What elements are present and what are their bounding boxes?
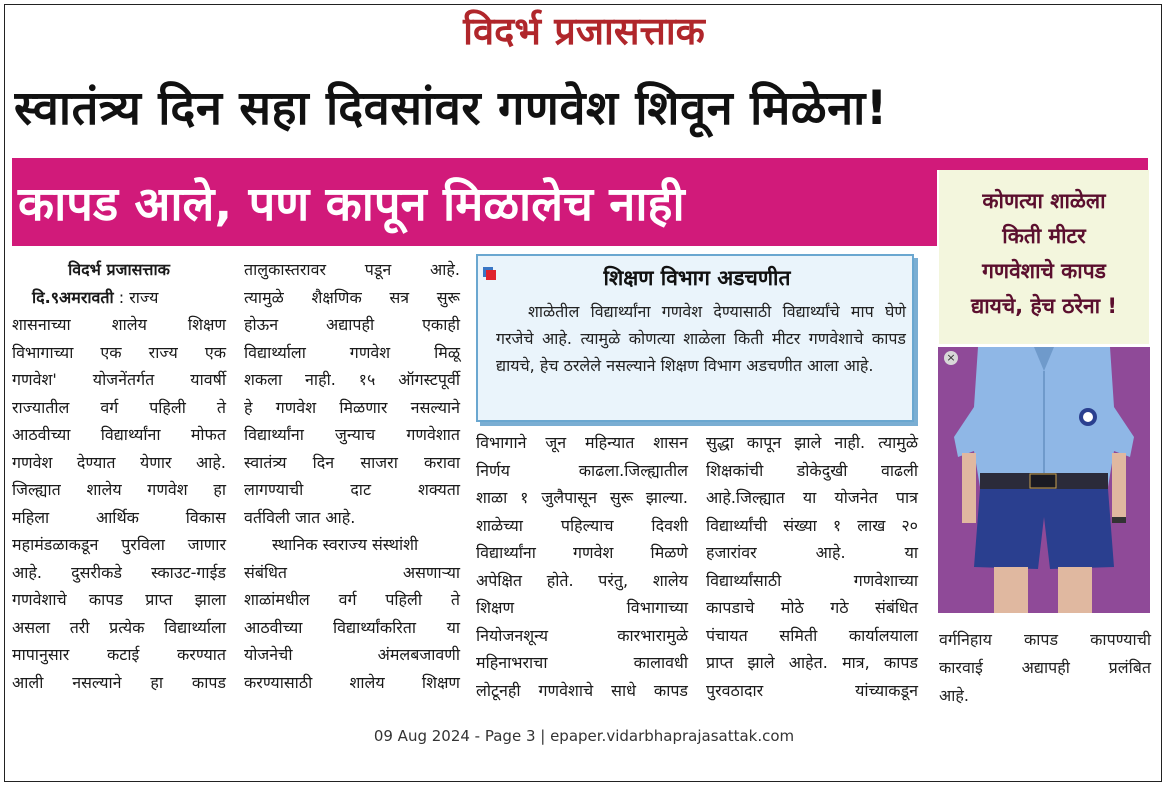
article-line: शासनाच्या शालेय शिक्षण [12,315,226,334]
student-uniform-illustration [938,347,1150,613]
article-line: महामंडळाकडून पुरविला जाणार [12,535,226,554]
article-line: महिला आर्थिक विकास [12,507,226,527]
article-line: निर्णय काढला.जिल्ह्यातील [476,460,688,480]
caption-line: कारवाई अद्यापही प्रलंबित [939,658,1151,677]
article-line: गणवेश देण्यात येणार आहे. [12,452,226,472]
subheadline: कापड आले, पण कापून मिळालेच नाही [12,170,937,246]
pull-quote-line: कोणत्या शाळेला [982,189,1106,213]
dateline: दि.९अमरावती [32,287,114,307]
article-line: असला तरी प्रत्येक विद्यार्थ्याला [12,617,226,637]
info-box-title: शिक्षण विभाग अडचणीत [603,266,791,290]
byline: विदर्भ प्रजासत्ताक [68,260,170,279]
article-line: तालुकास्तरावर पडून आहे. [244,260,460,279]
article-line: विद्यार्थ्यांसाठी गणवेशाच्या [706,570,918,590]
article-line: शकला नाही. १५ ऑगस्टपूर्वी [244,370,460,389]
article-line: स्वातंत्र्य दिन साजरा करावा [244,452,460,472]
article-line: सुद्धा कापून झाले नाही. त्यामुळे [706,433,918,452]
article-line: विद्यार्थ्यांना गणवेश मिळणे [476,543,688,562]
article-line: मापानुसार कटाई करण्यात [12,645,226,664]
masthead-logo: विदर्भ प्रजासत्ताक [463,8,705,53]
article-line: गणवेशाचे कापड प्राप्त झाला [12,590,226,609]
article-line: अपेक्षित होते. परंतु, शालेय [476,570,688,590]
article-line: स्थानिक स्वराज्य संस्थांशी [272,535,419,554]
pull-quote-line: गणवेशाचे कापड [982,259,1106,283]
article-line: विद्यार्थ्याला गणवेश मिळू [244,342,460,362]
student-uniform-photo [938,347,1150,613]
pull-quote-box [939,170,1149,344]
article-line: संबंधित असणाऱ्या [244,562,460,582]
article-line: शिक्षण विभागाच्या [476,598,688,617]
article-line: विद्यार्थ्यांना जुन्याच गणवेशात [244,425,460,444]
article-line: हे गणवेश मिळणार नसल्याने [244,397,460,417]
article-line: त्यामुळे शैक्षणिक सत्र सुरू [244,287,460,307]
article-column-1 [12,256,226,696]
photo-caption [939,626,1151,710]
subheadline-band [12,158,1148,170]
article-line: प्राप्त झाले आहेत. मात्र, कापड [706,653,918,672]
article-line: आहे.जिल्ह्यात या योजनेत पात्र [706,488,918,507]
article-line: शिक्षकांची डोकेदुखी वाढली [706,460,918,480]
article-column-2 [244,256,460,696]
caption-line: आहे. [939,686,969,705]
article-line: लोटूनही गणवेशाचे साधे कापड [476,680,688,700]
article-line: राज्यातील वर्ग पहिली ते [12,397,226,417]
article-line: वर्तविली जात आहे. [244,507,356,527]
article-line: पुरवठादार यांच्याकडून [706,680,918,700]
headline: स्वातंत्र्य दिन सहा दिवसांवर गणवेश शिवून मिळेना! [14,81,888,136]
info-box [476,254,914,422]
article-line: योजनेची अंमलबजावणी [244,645,460,664]
article-line: शाळेच्या पहिल्याच दिवशी [476,515,688,535]
article-line: होऊन अद्यापही एकाही [244,315,460,334]
article-line: आहे. दुसरीकडे स्काउट-गाईड [12,562,226,582]
article-line: आठवीच्या विद्यार्थ्यांकरिता या [244,617,460,637]
article-line: नियोजनशून्य कारभारामुळे [476,625,688,645]
info-box-body: शाळेतील विद्यार्थ्यांना गणवेश देण्यासाठी विद्यार्थ्यांचे माप घेणे गरजेचे आहे. त्यामुळे कोणत्या शाळेला किती मीटर गणवेशाचे कापड द्यायचे, हेच ठरलेले नसल्याने शिक्षण विभाग अडचणीत आला आहे. [496,302,906,375]
article-line: गणवेश' योजनेंतर्गत यावर्षी [12,370,226,389]
close-icon[interactable]: × [944,351,958,365]
article-line: महिनाभराचा कालावधी [476,653,688,672]
article-line: विभागाच्या एक राज्य एक [12,342,226,362]
page-footer: 09 Aug 2024 - Page 3 | epaper.vidarbhaprajasattak.com [373,727,795,745]
article-line: जिल्ह्यात शालेय गणवेश हा [12,480,226,499]
article-line [12,284,226,312]
article-line: शाळा १ जुलैपासून सुरू झाल्या. [476,488,688,507]
article-line: पंचायत समिती कार्यालयाला [706,625,918,645]
article-line: करण्यासाठी शालेय शिक्षण [244,672,460,692]
pull-quote-line: किती मीटर [1002,224,1086,248]
article-text: : राज्य [113,287,159,307]
article-line: कापडाचे मोठे गठे संबंधित [706,598,918,617]
article-line: आली नसल्याने हा कापड [12,672,226,692]
article-line: हजारांवर आहे. या [706,543,918,562]
article-column-3 [476,429,688,704]
article-line: शाळांमधील वर्ग पहिली ते [244,590,460,609]
article-column-4 [706,429,918,704]
article-line: लागण्याची दाट शक्यता [244,480,460,499]
article-line: विद्यार्थ्यांची संख्या १ लाख २० [706,515,918,535]
article-line: विभागाने जून महिन्यात शासन [476,433,688,452]
caption-line: वर्गनिहाय कापड कापण्याची [939,630,1151,649]
article-line: आठवीच्या विद्यार्थ्यांना मोफत [12,425,226,444]
pull-quote-line: द्यायचे, हेच ठरेना ! [970,294,1118,318]
